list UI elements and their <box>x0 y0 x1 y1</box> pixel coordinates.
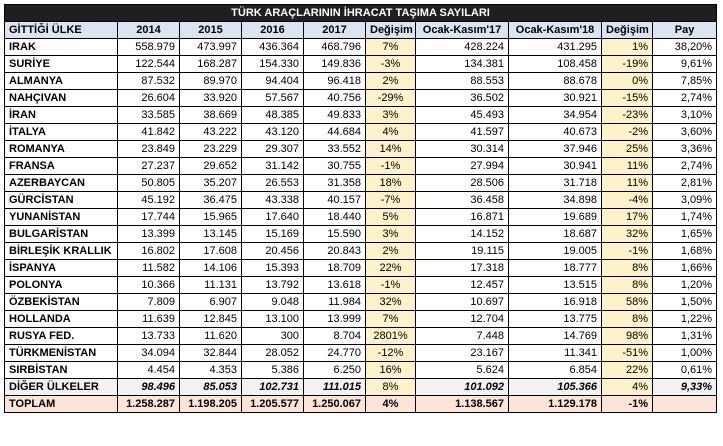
cell-2015: 1.198.205 <box>180 396 242 413</box>
cell-change-yearly: 14% <box>366 141 416 158</box>
cell-change-yearly: -7% <box>366 192 416 209</box>
header-jan-nov-17: Ocak-Kasım'17 <box>416 22 509 39</box>
cell-change-period: -4% <box>602 192 653 209</box>
cell-jan-nov-18: 34.954 <box>509 107 602 124</box>
cell-change-yearly: -1% <box>366 158 416 175</box>
cell-2015: 17.608 <box>180 243 242 260</box>
cell-2017: 44.684 <box>304 124 366 141</box>
table-row <box>5 209 717 226</box>
cell-2014: 122.544 <box>118 56 180 73</box>
cell-2016: 20.456 <box>242 243 304 260</box>
table-row <box>5 311 717 328</box>
table-row <box>5 175 717 192</box>
cell-2016: 15.169 <box>242 226 304 243</box>
cell-jan-nov-17: 36.458 <box>416 192 509 209</box>
cell-share: 3,09% <box>653 192 717 209</box>
cell-jan-nov-18: 88.678 <box>509 73 602 90</box>
table-row <box>5 56 717 73</box>
cell-jan-nov-18: 431.295 <box>509 39 602 56</box>
table-row <box>5 107 717 124</box>
cell-2014: 13.399 <box>118 226 180 243</box>
cell-2015: 36.475 <box>180 192 242 209</box>
cell-country: ÖZBEKİSTAN <box>5 294 118 311</box>
cell-share: 3,10% <box>653 107 717 124</box>
cell-2017: 1.250.067 <box>304 396 366 413</box>
cell-jan-nov-17: 45.493 <box>416 107 509 124</box>
cell-jan-nov-17: 88.553 <box>416 73 509 90</box>
cell-jan-nov-18: 13.775 <box>509 311 602 328</box>
cell-share: 9,61% <box>653 56 717 73</box>
header-2016: 2016 <box>242 22 304 39</box>
cell-share: 1,22% <box>653 311 717 328</box>
cell-jan-nov-17: 12.457 <box>416 277 509 294</box>
table-row <box>5 226 717 243</box>
cell-2014: 45.192 <box>118 192 180 209</box>
cell-change-period: 8% <box>602 260 653 277</box>
cell-jan-nov-18: 11.341 <box>509 345 602 362</box>
cell-2014: 16.802 <box>118 243 180 260</box>
cell-country: TOPLAM <box>5 396 118 413</box>
cell-2015: 43.222 <box>180 124 242 141</box>
cell-country: BİRLEŞİK KRALLIK <box>5 243 118 260</box>
cell-jan-nov-18: 19.005 <box>509 243 602 260</box>
cell-change-yearly: 2% <box>366 243 416 260</box>
cell-2015: 32.844 <box>180 345 242 362</box>
cell-2015: 473.997 <box>180 39 242 56</box>
cell-change-period: 8% <box>602 277 653 294</box>
cell-country: GÜRCİSTAN <box>5 192 118 209</box>
cell-change-period: 25% <box>602 141 653 158</box>
cell-share: 1,66% <box>653 260 717 277</box>
cell-2017: 6.250 <box>304 362 366 379</box>
cell-country: SURİYE <box>5 56 118 73</box>
cell-jan-nov-17: 428.224 <box>416 39 509 56</box>
cell-country: BULGARİSTAN <box>5 226 118 243</box>
cell-2016: 1.205.577 <box>242 396 304 413</box>
cell-2015: 11.620 <box>180 328 242 345</box>
cell-2016: 48.385 <box>242 107 304 124</box>
cell-jan-nov-17: 23.167 <box>416 345 509 362</box>
cell-2014: 7.809 <box>118 294 180 311</box>
cell-2017: 40.157 <box>304 192 366 209</box>
cell-2016: 13.792 <box>242 277 304 294</box>
cell-jan-nov-18: 30.921 <box>509 90 602 107</box>
cell-change-period: 58% <box>602 294 653 311</box>
cell-2014: 50.805 <box>118 175 180 192</box>
cell-share: 3,36% <box>653 141 717 158</box>
cell-jan-nov-18: 30.941 <box>509 158 602 175</box>
cell-change-yearly: 2801% <box>366 328 416 345</box>
cell-2016: 15.393 <box>242 260 304 277</box>
header-row <box>5 22 717 39</box>
cell-change-yearly: 5% <box>366 209 416 226</box>
header-2017: 2017 <box>304 22 366 39</box>
header-2014: 2014 <box>118 22 180 39</box>
cell-change-period: 22% <box>602 362 653 379</box>
cell-2016: 94.404 <box>242 73 304 90</box>
cell-2014: 98.496 <box>118 379 180 396</box>
table-row <box>5 277 717 294</box>
table-row <box>5 345 717 362</box>
cell-2015: 35.207 <box>180 175 242 192</box>
cell-2015: 12.845 <box>180 311 242 328</box>
cell-2017: 24.770 <box>304 345 366 362</box>
table-title: TÜRK ARAÇLARININ İHRACAT TAŞIMA SAYILARI <box>5 5 717 22</box>
cell-change-yearly: -1% <box>366 277 416 294</box>
cell-jan-nov-18: 34.898 <box>509 192 602 209</box>
cell-country: DİĞER ÜLKELER <box>5 379 118 396</box>
cell-share: 38,20% <box>653 39 717 56</box>
cell-jan-nov-17: 134.381 <box>416 56 509 73</box>
cell-country: RUSYA FED. <box>5 328 118 345</box>
cell-share: 9,33% <box>653 379 717 396</box>
cell-jan-nov-18: 18.687 <box>509 226 602 243</box>
cell-2017: 31.358 <box>304 175 366 192</box>
cell-country: YUNANİSTAN <box>5 209 118 226</box>
cell-2014: 558.979 <box>118 39 180 56</box>
cell-jan-nov-17: 7.448 <box>416 328 509 345</box>
cell-2017: 15.590 <box>304 226 366 243</box>
header-share: Pay <box>653 22 717 39</box>
cell-jan-nov-18: 13.515 <box>509 277 602 294</box>
cell-country: İSPANYA <box>5 260 118 277</box>
cell-2017: 18.709 <box>304 260 366 277</box>
cell-2016: 436.364 <box>242 39 304 56</box>
cell-2017: 20.843 <box>304 243 366 260</box>
cell-share: 2,81% <box>653 175 717 192</box>
cell-2016: 43.338 <box>242 192 304 209</box>
cell-change-period: 17% <box>602 209 653 226</box>
cell-jan-nov-18: 16.918 <box>509 294 602 311</box>
cell-change-period: 1% <box>602 39 653 56</box>
header-change-yearly: Değişim <box>366 22 416 39</box>
cell-share: 1,50% <box>653 294 717 311</box>
cell-country: TÜRKMENİSTAN <box>5 345 118 362</box>
cell-share: 7,85% <box>653 73 717 90</box>
cell-2016: 28.052 <box>242 345 304 362</box>
cell-2014: 26.604 <box>118 90 180 107</box>
cell-2017: 13.999 <box>304 311 366 328</box>
cell-jan-nov-17: 41.597 <box>416 124 509 141</box>
cell-jan-nov-17: 10.697 <box>416 294 509 311</box>
cell-jan-nov-17: 12.704 <box>416 311 509 328</box>
cell-share: 0,61% <box>653 362 717 379</box>
cell-country: POLONYA <box>5 277 118 294</box>
cell-change-period: -19% <box>602 56 653 73</box>
cell-jan-nov-17: 27.994 <box>416 158 509 175</box>
cell-change-period: 8% <box>602 311 653 328</box>
cell-share: 2,74% <box>653 90 717 107</box>
cell-country: IRAK <box>5 39 118 56</box>
cell-2014: 34.094 <box>118 345 180 362</box>
spreadsheet <box>4 4 717 413</box>
cell-change-yearly: 7% <box>366 311 416 328</box>
cell-2017: 149.836 <box>304 56 366 73</box>
cell-country: HOLLANDA <box>5 311 118 328</box>
cell-2017: 33.552 <box>304 141 366 158</box>
header-jan-nov-18: Ocak-Kasım'18 <box>509 22 602 39</box>
table-row <box>5 328 717 345</box>
cell-change-period: -51% <box>602 345 653 362</box>
cell-change-period: -2% <box>602 124 653 141</box>
cell-jan-nov-18: 1.129.178 <box>509 396 602 413</box>
cell-change-period: 11% <box>602 158 653 175</box>
cell-2014: 33.585 <box>118 107 180 124</box>
cell-2016: 57.567 <box>242 90 304 107</box>
cell-2016: 13.100 <box>242 311 304 328</box>
title-row <box>5 5 717 22</box>
cell-change-period: 11% <box>602 175 653 192</box>
cell-2017: 11.984 <box>304 294 366 311</box>
cell-country: ROMANYA <box>5 141 118 158</box>
cell-2015: 11.131 <box>180 277 242 294</box>
cell-share: 1,68% <box>653 243 717 260</box>
cell-2014: 23.849 <box>118 141 180 158</box>
cell-country: ALMANYA <box>5 73 118 90</box>
cell-2016: 29.307 <box>242 141 304 158</box>
cell-jan-nov-17: 101.092 <box>416 379 509 396</box>
cell-jan-nov-18: 14.769 <box>509 328 602 345</box>
table-row <box>5 39 717 56</box>
cell-2017: 468.796 <box>304 39 366 56</box>
cell-change-yearly: -29% <box>366 90 416 107</box>
cell-2017: 8.704 <box>304 328 366 345</box>
cell-share: 2,74% <box>653 158 717 175</box>
cell-2017: 30.755 <box>304 158 366 175</box>
cell-2016: 43.120 <box>242 124 304 141</box>
total-row <box>5 396 717 413</box>
cell-2016: 9.048 <box>242 294 304 311</box>
cell-jan-nov-18: 18.777 <box>509 260 602 277</box>
cell-change-yearly: 3% <box>366 226 416 243</box>
cell-share: 1,31% <box>653 328 717 345</box>
cell-jan-nov-18: 40.673 <box>509 124 602 141</box>
cell-change-yearly: -12% <box>366 345 416 362</box>
cell-jan-nov-17: 17.318 <box>416 260 509 277</box>
cell-change-yearly: 32% <box>366 294 416 311</box>
cell-jan-nov-18: 19.689 <box>509 209 602 226</box>
cell-jan-nov-18: 37.946 <box>509 141 602 158</box>
cell-change-yearly: 18% <box>366 175 416 192</box>
cell-change-yearly: -3% <box>366 56 416 73</box>
cell-country: SIRBİSTAN <box>5 362 118 379</box>
cell-country: NAHÇIVAN <box>5 90 118 107</box>
table-row <box>5 243 717 260</box>
cell-jan-nov-17: 28.506 <box>416 175 509 192</box>
cell-2014: 1.258.287 <box>118 396 180 413</box>
cell-2016: 300 <box>242 328 304 345</box>
cell-2014: 27.237 <box>118 158 180 175</box>
cell-2014: 13.733 <box>118 328 180 345</box>
cell-2017: 13.618 <box>304 277 366 294</box>
cell-2016: 5.386 <box>242 362 304 379</box>
cell-2014: 4.454 <box>118 362 180 379</box>
cell-jan-nov-18: 6.854 <box>509 362 602 379</box>
cell-jan-nov-18: 108.458 <box>509 56 602 73</box>
cell-change-yearly: 16% <box>366 362 416 379</box>
cell-change-period: 0% <box>602 73 653 90</box>
table-row <box>5 260 717 277</box>
cell-2015: 23.229 <box>180 141 242 158</box>
cell-2015: 6.907 <box>180 294 242 311</box>
cell-2014: 41.842 <box>118 124 180 141</box>
cell-share: 1,00% <box>653 345 717 362</box>
cell-change-yearly: 7% <box>366 39 416 56</box>
cell-country: İTALYA <box>5 124 118 141</box>
export-table <box>4 4 717 413</box>
table-row <box>5 90 717 107</box>
cell-jan-nov-17: 16.871 <box>416 209 509 226</box>
cell-share <box>653 396 717 413</box>
cell-share: 1,74% <box>653 209 717 226</box>
cell-2014: 11.582 <box>118 260 180 277</box>
cell-2015: 15.965 <box>180 209 242 226</box>
cell-2017: 40.756 <box>304 90 366 107</box>
cell-change-yearly: 22% <box>366 260 416 277</box>
cell-change-yearly: 8% <box>366 379 416 396</box>
cell-2014: 87.532 <box>118 73 180 90</box>
cell-share: 1,20% <box>653 277 717 294</box>
cell-2016: 102.731 <box>242 379 304 396</box>
cell-country: FRANSA <box>5 158 118 175</box>
cell-2014: 11.639 <box>118 311 180 328</box>
cell-2016: 17.640 <box>242 209 304 226</box>
table-row <box>5 124 717 141</box>
cell-2015: 13.145 <box>180 226 242 243</box>
cell-jan-nov-18: 105.366 <box>509 379 602 396</box>
table-row <box>5 141 717 158</box>
cell-jan-nov-17: 5.624 <box>416 362 509 379</box>
cell-2017: 96.418 <box>304 73 366 90</box>
cell-change-period: -23% <box>602 107 653 124</box>
cell-2015: 4.353 <box>180 362 242 379</box>
table-row <box>5 158 717 175</box>
cell-2017: 49.833 <box>304 107 366 124</box>
table-row <box>5 73 717 90</box>
cell-share: 3,60% <box>653 124 717 141</box>
cell-change-yearly: 2% <box>366 73 416 90</box>
cell-jan-nov-17: 19.115 <box>416 243 509 260</box>
cell-share: 1,65% <box>653 226 717 243</box>
table-row <box>5 192 717 209</box>
cell-2015: 29.652 <box>180 158 242 175</box>
cell-2016: 154.330 <box>242 56 304 73</box>
cell-2015: 38.669 <box>180 107 242 124</box>
cell-change-yearly: 3% <box>366 107 416 124</box>
header-country: GİTTİĞİ ÜLKE <box>5 22 118 39</box>
cell-change-period: 98% <box>602 328 653 345</box>
cell-2017: 111.015 <box>304 379 366 396</box>
cell-change-period: -15% <box>602 90 653 107</box>
header-2015: 2015 <box>180 22 242 39</box>
cell-jan-nov-17: 30.314 <box>416 141 509 158</box>
cell-country: AZERBAYCAN <box>5 175 118 192</box>
cell-change-period: -1% <box>602 396 653 413</box>
cell-change-period: 4% <box>602 379 653 396</box>
cell-2014: 17.744 <box>118 209 180 226</box>
cell-2015: 89.970 <box>180 73 242 90</box>
cell-jan-nov-17: 1.138.567 <box>416 396 509 413</box>
cell-country: İRAN <box>5 107 118 124</box>
cell-2016: 26.553 <box>242 175 304 192</box>
cell-jan-nov-17: 36.502 <box>416 90 509 107</box>
cell-2014: 10.366 <box>118 277 180 294</box>
cell-jan-nov-18: 31.718 <box>509 175 602 192</box>
cell-change-period: -1% <box>602 243 653 260</box>
table-row <box>5 294 717 311</box>
cell-jan-nov-17: 14.152 <box>416 226 509 243</box>
cell-2015: 14.106 <box>180 260 242 277</box>
cell-change-yearly: 4% <box>366 396 416 413</box>
cell-2015: 168.287 <box>180 56 242 73</box>
other-countries-row <box>5 379 717 396</box>
table-row <box>5 362 717 379</box>
cell-2016: 31.142 <box>242 158 304 175</box>
cell-2017: 18.440 <box>304 209 366 226</box>
cell-change-yearly: 4% <box>366 124 416 141</box>
cell-change-period: 32% <box>602 226 653 243</box>
cell-2015: 33.920 <box>180 90 242 107</box>
cell-2015: 85.053 <box>180 379 242 396</box>
header-change-period: Değişim <box>602 22 653 39</box>
